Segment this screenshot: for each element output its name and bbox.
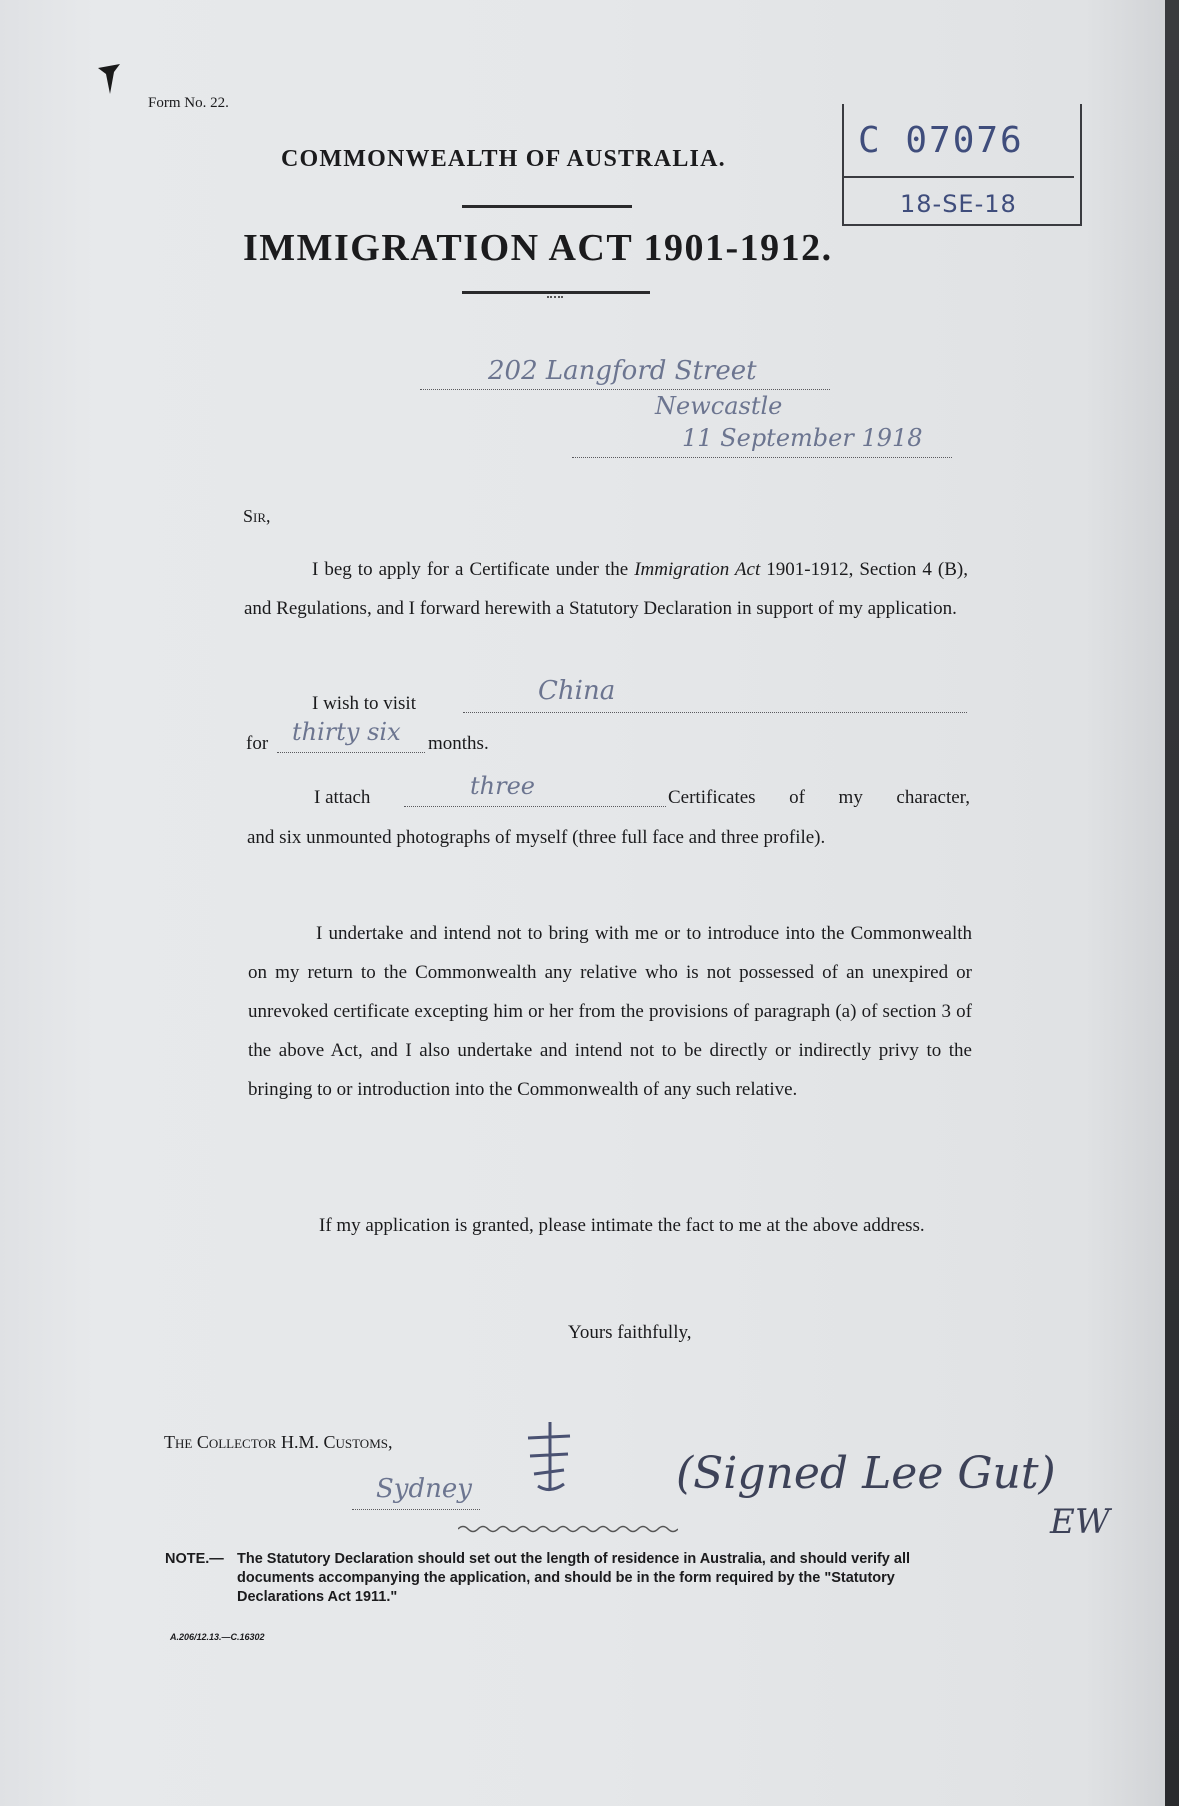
visit-value: China xyxy=(538,676,616,706)
attach-prefix: I attach xyxy=(314,787,371,808)
p1-act-name: Immigration Act xyxy=(634,559,761,580)
address-city: Newcastle xyxy=(655,392,783,420)
salutation: Sir, xyxy=(243,506,271,526)
for-prefix: for xyxy=(246,733,269,754)
address-line-1 xyxy=(420,388,830,390)
note-body: The Statutory Declaration should set out the length of residence in Australia, and should verify all documents accompanying the application, and should be in the form required by the "Statutory Declarations Act 1911." xyxy=(237,1551,911,1605)
heading-rule-top xyxy=(462,205,632,208)
collector-city-line xyxy=(352,1508,480,1510)
stamp-number: C 07076 xyxy=(858,120,1024,161)
p1-text-start: I beg to apply for a Certificate under the xyxy=(312,559,635,580)
p1-text-end: 1901-1912, Section 4 (B), and Regulations, and I forward herewith a Statutory Declaration in support of my application. xyxy=(244,559,968,619)
paragraph-intimate: If my application is granted, please intimate the fact to me at the above address. xyxy=(319,1215,925,1236)
closing: Yours faithfully, xyxy=(568,1322,692,1343)
collector-city: Sydney xyxy=(376,1474,472,1504)
stamp-date: 18-SE-18 xyxy=(900,190,1017,218)
stamp-divider xyxy=(844,176,1074,178)
wavy-underline xyxy=(458,1522,678,1536)
attach-suffix: Certificates of my character, xyxy=(668,787,970,808)
paragraph-application xyxy=(244,550,968,628)
act-title: IMMIGRATION ACT 1901-1912. xyxy=(243,227,833,269)
attach-field-line xyxy=(404,805,666,807)
address-street: 202 Langford Street xyxy=(488,356,757,386)
paragraph-undertaking: I undertake and intend not to bring with me or to introduce into the Commonwealth on my return to the Commonwealth any relative who is not possessed of an unexpired or unrevoked certificate excepting him or her from the provisions of paragraph (a) of section 3 of the above Act, and I also undertake and intend not to be directly or indirectly privy to the bringing to or introduction into the Commonwealth of any such relative. xyxy=(248,923,972,1100)
note-heading: NOTE.— xyxy=(165,1551,224,1567)
chinese-character-mark xyxy=(520,1418,580,1498)
signature-initials: EW xyxy=(1050,1502,1110,1542)
collector-label: The Collector H.M. Customs, xyxy=(164,1432,393,1452)
pin-hole-mark xyxy=(96,62,122,96)
address-date: 11 September 1918 xyxy=(682,424,923,452)
form-number: Form No. 22. xyxy=(148,95,229,111)
visit-field-line xyxy=(463,711,967,713)
rule-dots xyxy=(547,296,563,298)
address-line-2 xyxy=(572,456,952,458)
attach-value: three xyxy=(470,772,535,800)
heading-rule-bottom xyxy=(462,291,650,294)
scan-edge xyxy=(1165,0,1179,1806)
for-value: thirty six xyxy=(292,718,401,746)
for-suffix: months. xyxy=(428,733,489,754)
attach-rest: and six unmounted photographs of myself (three full face and three profile). xyxy=(247,827,826,848)
visit-prefix: I wish to visit xyxy=(312,693,416,714)
commonwealth-heading: COMMONWEALTH OF AUSTRALIA. xyxy=(281,146,726,172)
signature: (Signed Lee Gut) xyxy=(676,1448,1056,1499)
for-field-line xyxy=(277,751,425,753)
footnote xyxy=(165,1550,985,1607)
printer-code: A.206/12.13.—C.16302 xyxy=(170,1632,265,1642)
